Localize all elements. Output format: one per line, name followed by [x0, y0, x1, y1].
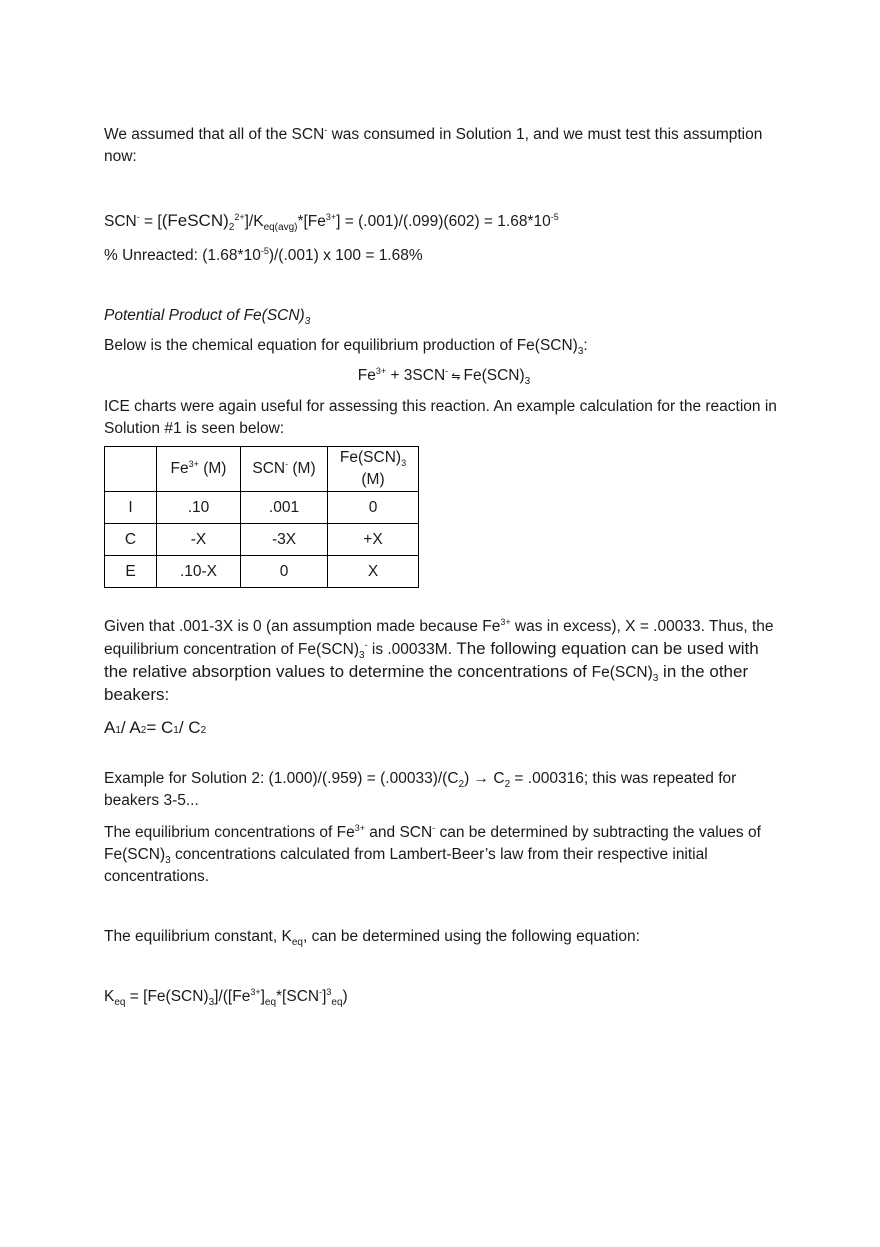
- table-cell: 0: [241, 556, 328, 588]
- ice-header-cell: $Fe(SCN)_3$ (M): [328, 447, 419, 492]
- table-cell: .10: [157, 492, 241, 524]
- example-paragraph: Example for Solution 2: $(1.000)/(.959) = (.00033)/(C_2) \to C_2 = .000316$; this was repeated for beakers 3-5...: [104, 770, 737, 809]
- keq-intro: The equilibrium constant, $K_{eq}$, can be determined using the following equation:: [104, 928, 640, 948]
- table-cell: X: [328, 556, 419, 588]
- section-heading: Potential Product of $Fe(SCN)_3$: [104, 307, 311, 327]
- equilibrium-conc-paragraph: The equilibrium concentrations of $Fe^{3+}$ and SCN- can be determined by subtracting the values of $Fe(SCN)_3$ concentrations calculated from Lambert-Beer’s law from their respective initial concentrations.: [104, 822, 761, 885]
- keq-equation: $K_{eq} = [Fe(SCN)_3]/([Fe^{3+}]_{eq}*[SCN^-]^3_{eq})$: [104, 986, 348, 1008]
- intro-paragraph: We assumed that all of the SCN- was consumed in Solution 1, and we must test this assumption now:: [104, 124, 763, 165]
- ice-table: [104, 446, 419, 588]
- table-row: [105, 556, 419, 588]
- table-cell: -3X: [241, 524, 328, 556]
- table-cell: .001: [241, 492, 328, 524]
- document-page: [104, 124, 784, 1008]
- table-cell: +X: [328, 524, 419, 556]
- ice-header-cell: SCN- (M): [241, 447, 328, 492]
- table-row: [105, 492, 419, 524]
- given-paragraph: Given that .001-3X is 0 (an assumption made because $Fe^{3+}$ was in excess), X = .00033. Thus, the equilibrium concentration of $Fe(SCN)_3^-$ is .00033M. The following equation can be used with the relative absorption values to determine the concentrations of $Fe(SCN)_3$ in the other beakers:: [104, 616, 774, 704]
- table-row: [105, 524, 419, 556]
- table-cell: -X: [157, 524, 241, 556]
- table-cell: 0: [328, 492, 419, 524]
- ice-intro: ICE charts were again useful for assessing this reaction. An example calculation for the reaction in Solution #1 is seen below:: [104, 398, 777, 437]
- table-cell: .10-X: [157, 556, 241, 588]
- unreacted-percent: % Unreacted: $(1.68*10^{-5})/(.001)$ x 100 = 1.68%: [104, 245, 423, 264]
- ratio-equation: A1/ A2= C1/ C2: [104, 718, 207, 737]
- ice-header-cell: [105, 447, 157, 492]
- table-cell: C: [105, 524, 157, 556]
- table-cell: E: [105, 556, 157, 588]
- ice-header-cell: $Fe^{3+}$ (M): [157, 447, 241, 492]
- below-text: Below is the chemical equation for equilibrium production of $Fe(SCN)_3$:: [104, 337, 588, 357]
- reaction-equation: $Fe^{3+} + 3SCN^-$ ⇋ $Fe(SCN)_3$: [357, 365, 531, 387]
- scn-equation: $SCN^- = [(FeSCN)_2^{2+}]/K_{eq(avg)}*[Fe^{3+}] = (.001)/(.099)(602) = 1.68*10^{-5}$: [104, 211, 559, 233]
- ice-header-row: [105, 447, 419, 492]
- table-cell: I: [105, 492, 157, 524]
